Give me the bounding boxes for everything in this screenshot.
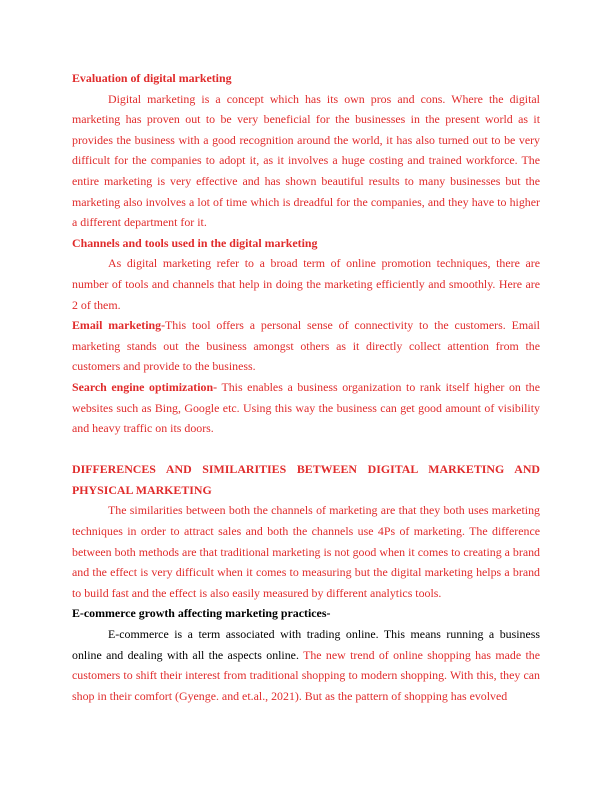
paragraph-ecommerce bbox=[72, 624, 540, 706]
document-body bbox=[72, 68, 540, 706]
heading-ecommerce: E-commerce growth affecting marketing practices- bbox=[72, 606, 331, 621]
heading-channels: Channels and tools used in the digital marketing bbox=[72, 235, 318, 250]
seo-label: Search engine optimization- bbox=[72, 379, 218, 394]
email-marketing-label: Email marketing- bbox=[72, 318, 166, 333]
ecommerce-text-red: The new trend of online shopping has made the customers to shift their interest from traditional shopping to modern shopping. With this, they can shop in their comfort (Gyenge. and et.al., 2021). But as the pattern of shopping has evolved bbox=[72, 647, 540, 703]
ecommerce-text-black: E-commerce is a term associated with trading online. This means running a business online and dealing with all the aspects online. bbox=[72, 627, 540, 662]
email-marketing-text: This tool offers a personal sense of connectivity to the customers. Email marketing stands out the business amongst others as it directly collect attention from the customers and provide to the business. bbox=[72, 318, 540, 374]
spacer bbox=[72, 439, 540, 460]
paragraph-channels: As digital marketing refer to a broad term of online promotion techniques, there are number of tools and channels that help in doing the marketing efficiently and smoothly. Here are 2 of them. bbox=[72, 256, 540, 312]
heading-evaluation: Evaluation of digital marketing bbox=[72, 71, 232, 85]
seo-text: This enables a business organization to rank itself higher on the websites such as Bing, Google etc. Using this way the business can get good amount of visibility and heavy traffic on its doors. bbox=[72, 379, 540, 436]
paragraph-differences: The similarities between both the channels of marketing are that they both uses marketing techniques in order to attract sales and both the channels use 4Ps of marketing. The difference between both methods are that traditional marketing is not good when it comes to creating a brand and the effect is very difficult when it comes to measuring but the digital marketing helps a brand to build fast and the effect is also easily measured by different analytics tools. bbox=[72, 503, 540, 600]
paragraph-email-marketing bbox=[72, 315, 540, 377]
paragraph-evaluation: Digital marketing is a concept which has its own pros and cons. Where the digital marketing has proven out to be very beneficial for the businesses in the present world as it provides the business with a good recognition around the world, it has also turned out to be very difficult for the companies to adopt it, as it involves a huge costing and trained workforce. The entire marketing is very effective and has shown beautiful results to many businesses but the marketing also involves a lot of time which is dreadful for the companies, and they have to higher a different department for it. bbox=[72, 91, 540, 230]
paragraph-seo bbox=[72, 377, 540, 439]
heading-differences: DIFFERENCES AND SIMILARITIES BETWEEN DIGITAL MARKETING AND PHYSICAL MARKETING bbox=[72, 462, 540, 497]
